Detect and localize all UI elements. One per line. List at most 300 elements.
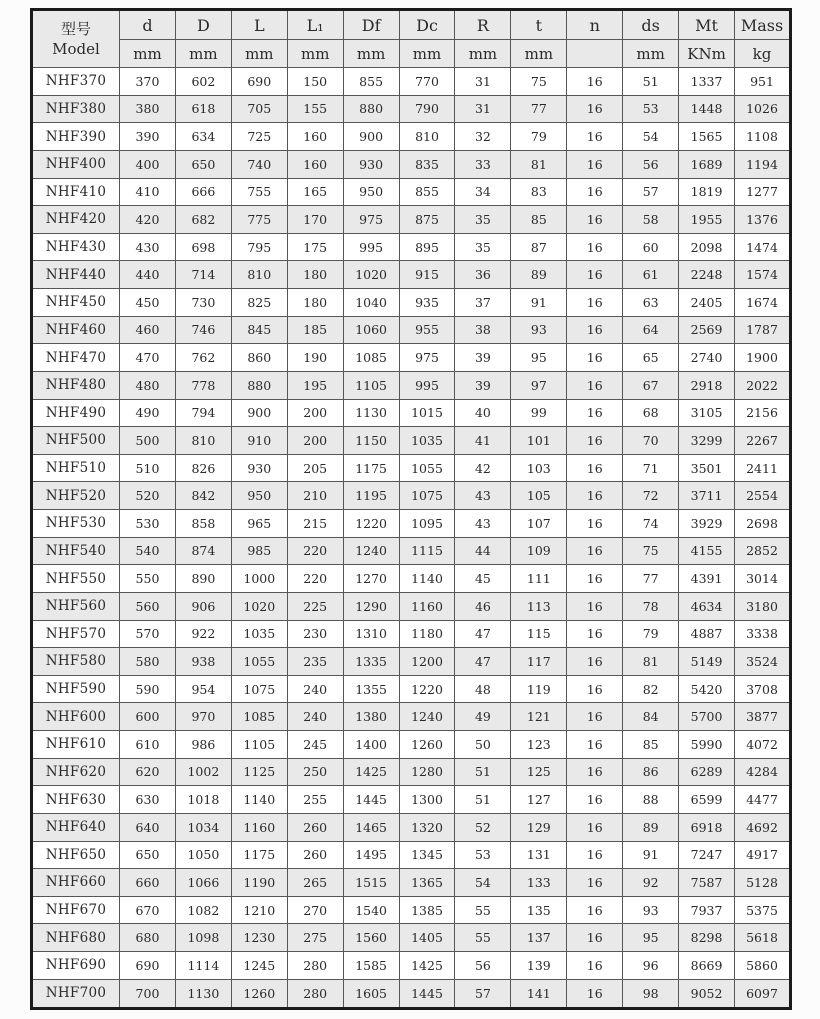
- table-row: [32, 869, 791, 897]
- value-cell-Mass: 1474: [735, 233, 791, 261]
- value-cell-L₁: 160: [287, 150, 343, 178]
- value-cell-Dc: 1115: [399, 537, 455, 565]
- value-cell-R: 31: [455, 68, 511, 96]
- value-cell-Dc: 935: [399, 289, 455, 317]
- value-cell-d: 540: [120, 537, 176, 565]
- column-unit-ds: mm: [623, 40, 679, 68]
- model-header-en: Model: [52, 40, 100, 58]
- model-cell: NHF400: [32, 150, 120, 178]
- table-row: [32, 841, 791, 869]
- value-cell-Df: 1495: [343, 841, 399, 869]
- model-cell: NHF620: [32, 758, 120, 786]
- model-cell: NHF650: [32, 841, 120, 869]
- value-cell-L₁: 190: [287, 344, 343, 372]
- value-cell-Df: 1335: [343, 648, 399, 676]
- value-cell-Dc: 1365: [399, 869, 455, 897]
- value-cell-R: 38: [455, 316, 511, 344]
- column-header-R: R: [455, 10, 511, 40]
- table-header: [32, 10, 791, 68]
- value-cell-ds: 86: [623, 758, 679, 786]
- column-header-L₁: L₁: [287, 10, 343, 40]
- value-cell-Mt: 1819: [679, 178, 735, 206]
- value-cell-R: 37: [455, 289, 511, 317]
- value-cell-Mt: 1955: [679, 206, 735, 234]
- value-cell-n: 16: [567, 510, 623, 538]
- value-cell-n: 16: [567, 758, 623, 786]
- value-cell-d: 420: [120, 206, 176, 234]
- value-cell-Df: 1130: [343, 399, 399, 427]
- value-cell-Mass: 1194: [735, 150, 791, 178]
- value-cell-D: 746: [175, 316, 231, 344]
- model-cell: NHF370: [32, 68, 120, 96]
- value-cell-d: 570: [120, 620, 176, 648]
- value-cell-Dc: 770: [399, 68, 455, 96]
- value-cell-L₁: 160: [287, 123, 343, 151]
- value-cell-Dc: 1160: [399, 592, 455, 620]
- value-cell-R: 47: [455, 648, 511, 676]
- value-cell-L: 705: [231, 95, 287, 123]
- value-cell-L: 1230: [231, 924, 287, 952]
- value-cell-Mass: 5128: [735, 869, 791, 897]
- value-cell-L: 825: [231, 289, 287, 317]
- value-cell-n: 16: [567, 178, 623, 206]
- value-cell-R: 34: [455, 178, 511, 206]
- model-cell: NHF410: [32, 178, 120, 206]
- value-cell-Mass: 2852: [735, 537, 791, 565]
- value-cell-ds: 67: [623, 371, 679, 399]
- value-cell-D: 890: [175, 565, 231, 593]
- value-cell-L₁: 195: [287, 371, 343, 399]
- value-cell-Mass: 2156: [735, 399, 791, 427]
- value-cell-t: 75: [511, 68, 567, 96]
- value-cell-R: 36: [455, 261, 511, 289]
- value-cell-n: 16: [567, 869, 623, 897]
- value-cell-R: 53: [455, 841, 511, 869]
- value-cell-Df: 1540: [343, 896, 399, 924]
- value-cell-L: 1000: [231, 565, 287, 593]
- value-cell-L: 910: [231, 427, 287, 455]
- column-unit-D: mm: [175, 40, 231, 68]
- value-cell-Mass: 2022: [735, 371, 791, 399]
- model-cell: NHF600: [32, 703, 120, 731]
- table-row: [32, 482, 791, 510]
- table-row: [32, 896, 791, 924]
- value-cell-D: 1018: [175, 786, 231, 814]
- value-cell-L: 1245: [231, 952, 287, 980]
- value-cell-ds: 60: [623, 233, 679, 261]
- value-cell-t: 87: [511, 233, 567, 261]
- value-cell-R: 47: [455, 620, 511, 648]
- value-cell-n: 16: [567, 482, 623, 510]
- value-cell-Dc: 810: [399, 123, 455, 151]
- value-cell-Df: 1400: [343, 731, 399, 759]
- value-cell-Dc: 1345: [399, 841, 455, 869]
- value-cell-ds: 95: [623, 924, 679, 952]
- table-row: [32, 813, 791, 841]
- column-header-Df: Df: [343, 10, 399, 40]
- value-cell-D: 826: [175, 454, 231, 482]
- value-cell-ds: 51: [623, 68, 679, 96]
- model-cell: NHF690: [32, 952, 120, 980]
- value-cell-Mt: 4887: [679, 620, 735, 648]
- value-cell-t: 125: [511, 758, 567, 786]
- value-cell-Mt: 3501: [679, 454, 735, 482]
- value-cell-Dc: 975: [399, 344, 455, 372]
- value-cell-d: 690: [120, 952, 176, 980]
- value-cell-R: 35: [455, 206, 511, 234]
- value-cell-d: 470: [120, 344, 176, 372]
- value-cell-n: 16: [567, 648, 623, 676]
- table-row: [32, 510, 791, 538]
- value-cell-Df: 1060: [343, 316, 399, 344]
- value-cell-Mass: 4477: [735, 786, 791, 814]
- value-cell-d: 630: [120, 786, 176, 814]
- value-cell-L₁: 165: [287, 178, 343, 206]
- header-label-row: [32, 10, 791, 40]
- value-cell-t: 111: [511, 565, 567, 593]
- value-cell-Mt: 4634: [679, 592, 735, 620]
- value-cell-D: 794: [175, 399, 231, 427]
- value-cell-D: 938: [175, 648, 231, 676]
- value-cell-ds: 68: [623, 399, 679, 427]
- table-row: [32, 233, 791, 261]
- value-cell-Df: 975: [343, 206, 399, 234]
- value-cell-d: 580: [120, 648, 176, 676]
- value-cell-Dc: 1385: [399, 896, 455, 924]
- value-cell-Dc: 1240: [399, 703, 455, 731]
- value-cell-t: 119: [511, 675, 567, 703]
- value-cell-Dc: 895: [399, 233, 455, 261]
- value-cell-Dc: 1055: [399, 454, 455, 482]
- value-cell-ds: 74: [623, 510, 679, 538]
- value-cell-L₁: 220: [287, 565, 343, 593]
- value-cell-D: 874: [175, 537, 231, 565]
- value-cell-t: 81: [511, 150, 567, 178]
- value-cell-R: 39: [455, 344, 511, 372]
- value-cell-D: 922: [175, 620, 231, 648]
- value-cell-Df: 950: [343, 178, 399, 206]
- value-cell-n: 16: [567, 344, 623, 372]
- value-cell-d: 410: [120, 178, 176, 206]
- value-cell-n: 16: [567, 620, 623, 648]
- value-cell-ds: 93: [623, 896, 679, 924]
- value-cell-R: 57: [455, 979, 511, 1008]
- value-cell-n: 16: [567, 675, 623, 703]
- value-cell-L: 1075: [231, 675, 287, 703]
- value-cell-L₁: 280: [287, 952, 343, 980]
- value-cell-D: 714: [175, 261, 231, 289]
- column-header-ds: ds: [623, 10, 679, 40]
- value-cell-D: 970: [175, 703, 231, 731]
- value-cell-L₁: 240: [287, 675, 343, 703]
- value-cell-Mt: 7587: [679, 869, 735, 897]
- value-cell-Mass: 3877: [735, 703, 791, 731]
- value-cell-Dc: 1220: [399, 675, 455, 703]
- table-row: [32, 703, 791, 731]
- value-cell-R: 48: [455, 675, 511, 703]
- value-cell-t: 123: [511, 731, 567, 759]
- value-cell-Mt: 7937: [679, 896, 735, 924]
- value-cell-t: 107: [511, 510, 567, 538]
- table-row: [32, 648, 791, 676]
- value-cell-L: 985: [231, 537, 287, 565]
- value-cell-L: 1175: [231, 841, 287, 869]
- value-cell-L₁: 265: [287, 869, 343, 897]
- model-cell: NHF390: [32, 123, 120, 151]
- value-cell-Df: 930: [343, 150, 399, 178]
- value-cell-Df: 1290: [343, 592, 399, 620]
- value-cell-Mass: 4917: [735, 841, 791, 869]
- value-cell-Dc: 995: [399, 371, 455, 399]
- value-cell-Mt: 6599: [679, 786, 735, 814]
- table-row: [32, 68, 791, 96]
- value-cell-Df: 995: [343, 233, 399, 261]
- value-cell-L: 795: [231, 233, 287, 261]
- value-cell-d: 450: [120, 289, 176, 317]
- value-cell-D: 1114: [175, 952, 231, 980]
- model-cell: NHF490: [32, 399, 120, 427]
- value-cell-Mt: 6918: [679, 813, 735, 841]
- value-cell-Mass: 1674: [735, 289, 791, 317]
- value-cell-R: 42: [455, 454, 511, 482]
- value-cell-ds: 89: [623, 813, 679, 841]
- value-cell-ds: 82: [623, 675, 679, 703]
- model-cell: NHF540: [32, 537, 120, 565]
- value-cell-D: 730: [175, 289, 231, 317]
- column-header-Mass: Mass: [735, 10, 791, 40]
- table-row: [32, 123, 791, 151]
- value-cell-n: 16: [567, 786, 623, 814]
- value-cell-R: 51: [455, 786, 511, 814]
- value-cell-Mass: 4692: [735, 813, 791, 841]
- value-cell-L: 725: [231, 123, 287, 151]
- model-cell: NHF680: [32, 924, 120, 952]
- value-cell-L: 1210: [231, 896, 287, 924]
- value-cell-L: 755: [231, 178, 287, 206]
- value-cell-Mass: 3338: [735, 620, 791, 648]
- value-cell-t: 135: [511, 896, 567, 924]
- model-cell: NHF450: [32, 289, 120, 317]
- value-cell-D: 634: [175, 123, 231, 151]
- value-cell-R: 46: [455, 592, 511, 620]
- value-cell-Mt: 2248: [679, 261, 735, 289]
- value-cell-Df: 1605: [343, 979, 399, 1008]
- value-cell-t: 141: [511, 979, 567, 1008]
- column-header-Dc: Dc: [399, 10, 455, 40]
- value-cell-Dc: 1095: [399, 510, 455, 538]
- table-row: [32, 150, 791, 178]
- column-unit-L₁: mm: [287, 40, 343, 68]
- value-cell-Df: 1270: [343, 565, 399, 593]
- model-cell: NHF520: [32, 482, 120, 510]
- value-cell-Mt: 7247: [679, 841, 735, 869]
- value-cell-L₁: 280: [287, 979, 343, 1008]
- value-cell-Df: 880: [343, 95, 399, 123]
- value-cell-d: 620: [120, 758, 176, 786]
- value-cell-n: 16: [567, 206, 623, 234]
- value-cell-Df: 1380: [343, 703, 399, 731]
- value-cell-Mt: 3711: [679, 482, 735, 510]
- value-cell-ds: 70: [623, 427, 679, 455]
- value-cell-R: 55: [455, 924, 511, 952]
- value-cell-t: 105: [511, 482, 567, 510]
- table-row: [32, 758, 791, 786]
- value-cell-Df: 1445: [343, 786, 399, 814]
- value-cell-t: 85: [511, 206, 567, 234]
- value-cell-t: 89: [511, 261, 567, 289]
- table-row: [32, 178, 791, 206]
- value-cell-Mt: 8298: [679, 924, 735, 952]
- value-cell-R: 33: [455, 150, 511, 178]
- value-cell-t: 101: [511, 427, 567, 455]
- value-cell-L: 860: [231, 344, 287, 372]
- value-cell-ds: 78: [623, 592, 679, 620]
- table-row: [32, 316, 791, 344]
- value-cell-n: 16: [567, 979, 623, 1008]
- value-cell-L: 1190: [231, 869, 287, 897]
- value-cell-D: 650: [175, 150, 231, 178]
- table-body: [32, 68, 791, 1009]
- value-cell-Df: 1175: [343, 454, 399, 482]
- value-cell-t: 95: [511, 344, 567, 372]
- value-cell-Mass: 1376: [735, 206, 791, 234]
- model-cell: NHF500: [32, 427, 120, 455]
- value-cell-D: 810: [175, 427, 231, 455]
- value-cell-n: 16: [567, 233, 623, 261]
- value-cell-L₁: 150: [287, 68, 343, 96]
- value-cell-L: 1035: [231, 620, 287, 648]
- value-cell-Df: 1020: [343, 261, 399, 289]
- value-cell-D: 682: [175, 206, 231, 234]
- value-cell-Mt: 1448: [679, 95, 735, 123]
- value-cell-Mt: 3929: [679, 510, 735, 538]
- value-cell-Mass: 1108: [735, 123, 791, 151]
- value-cell-Mass: 5375: [735, 896, 791, 924]
- value-cell-L: 1020: [231, 592, 287, 620]
- value-cell-L₁: 210: [287, 482, 343, 510]
- value-cell-ds: 58: [623, 206, 679, 234]
- model-cell: NHF660: [32, 869, 120, 897]
- value-cell-Mass: 6097: [735, 979, 791, 1008]
- table-row: [32, 427, 791, 455]
- value-cell-t: 109: [511, 537, 567, 565]
- value-cell-D: 1130: [175, 979, 231, 1008]
- value-cell-Mt: 4155: [679, 537, 735, 565]
- value-cell-Dc: 1075: [399, 482, 455, 510]
- value-cell-t: 91: [511, 289, 567, 317]
- value-cell-Df: 1355: [343, 675, 399, 703]
- value-cell-n: 16: [567, 896, 623, 924]
- value-cell-ds: 61: [623, 261, 679, 289]
- value-cell-L₁: 260: [287, 841, 343, 869]
- model-cell: NHF380: [32, 95, 120, 123]
- value-cell-Mass: 4284: [735, 758, 791, 786]
- value-cell-ds: 64: [623, 316, 679, 344]
- value-cell-L: 900: [231, 399, 287, 427]
- value-cell-n: 16: [567, 841, 623, 869]
- value-cell-Dc: 1140: [399, 565, 455, 593]
- value-cell-ds: 88: [623, 786, 679, 814]
- value-cell-Df: 1195: [343, 482, 399, 510]
- value-cell-L₁: 200: [287, 427, 343, 455]
- value-cell-Dc: 855: [399, 178, 455, 206]
- model-column-header: [32, 10, 120, 68]
- value-cell-Df: 1220: [343, 510, 399, 538]
- value-cell-R: 56: [455, 952, 511, 980]
- value-cell-ds: 75: [623, 537, 679, 565]
- table-row: [32, 786, 791, 814]
- column-header-n: n: [567, 10, 623, 40]
- value-cell-Dc: 1425: [399, 952, 455, 980]
- column-header-D: D: [175, 10, 231, 40]
- column-unit-n: [567, 40, 623, 68]
- value-cell-Df: 1310: [343, 620, 399, 648]
- value-cell-R: 44: [455, 537, 511, 565]
- value-cell-n: 16: [567, 703, 623, 731]
- value-cell-ds: 65: [623, 344, 679, 372]
- column-unit-t: mm: [511, 40, 567, 68]
- value-cell-Df: 1040: [343, 289, 399, 317]
- value-cell-n: 16: [567, 371, 623, 399]
- value-cell-Mass: 1277: [735, 178, 791, 206]
- value-cell-ds: 77: [623, 565, 679, 593]
- value-cell-L: 1140: [231, 786, 287, 814]
- value-cell-t: 139: [511, 952, 567, 980]
- spec-table: [30, 8, 792, 1010]
- value-cell-d: 640: [120, 813, 176, 841]
- value-cell-d: 600: [120, 703, 176, 731]
- value-cell-Mass: 5860: [735, 952, 791, 980]
- value-cell-R: 39: [455, 371, 511, 399]
- value-cell-D: 762: [175, 344, 231, 372]
- value-cell-Mt: 1689: [679, 150, 735, 178]
- value-cell-L: 1085: [231, 703, 287, 731]
- model-cell: NHF530: [32, 510, 120, 538]
- value-cell-R: 52: [455, 813, 511, 841]
- value-cell-t: 113: [511, 592, 567, 620]
- column-header-d: d: [120, 10, 176, 40]
- table-row: [32, 979, 791, 1008]
- table-row: [32, 289, 791, 317]
- value-cell-Dc: 1200: [399, 648, 455, 676]
- value-cell-d: 560: [120, 592, 176, 620]
- value-cell-d: 550: [120, 565, 176, 593]
- value-cell-d: 500: [120, 427, 176, 455]
- value-cell-D: 618: [175, 95, 231, 123]
- value-cell-d: 380: [120, 95, 176, 123]
- value-cell-Mass: 3524: [735, 648, 791, 676]
- value-cell-ds: 84: [623, 703, 679, 731]
- value-cell-n: 16: [567, 289, 623, 317]
- value-cell-L₁: 220: [287, 537, 343, 565]
- model-cell: NHF700: [32, 979, 120, 1008]
- value-cell-n: 16: [567, 813, 623, 841]
- value-cell-D: 906: [175, 592, 231, 620]
- value-cell-Mt: 6289: [679, 758, 735, 786]
- value-cell-Df: 1150: [343, 427, 399, 455]
- value-cell-d: 460: [120, 316, 176, 344]
- model-cell: NHF510: [32, 454, 120, 482]
- value-cell-R: 35: [455, 233, 511, 261]
- value-cell-R: 55: [455, 896, 511, 924]
- column-unit-Df: mm: [343, 40, 399, 68]
- value-cell-d: 390: [120, 123, 176, 151]
- value-cell-Mass: 4072: [735, 731, 791, 759]
- value-cell-Dc: 835: [399, 150, 455, 178]
- value-cell-L₁: 155: [287, 95, 343, 123]
- column-unit-R: mm: [455, 40, 511, 68]
- value-cell-D: 778: [175, 371, 231, 399]
